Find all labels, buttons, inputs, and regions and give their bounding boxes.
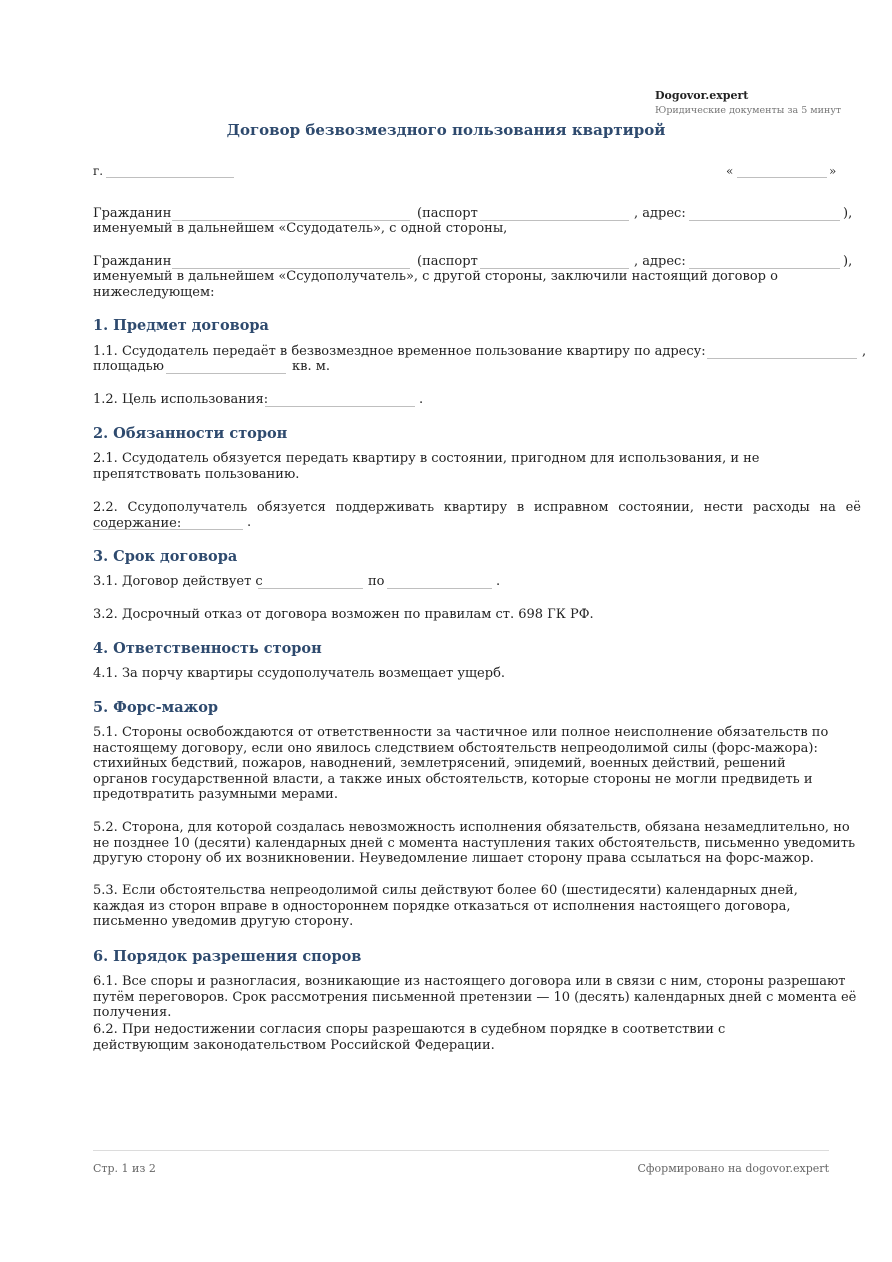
clause-5-3: 5.3. Если обстоятельства непреодолимой силы действуют более 60 (шестидесяти) календарных дней, каждая из сторон вправе в одностороннем порядке отказаться от исполнения настоящего договора, письменно уведомив другую сторону. bbox=[93, 883, 798, 929]
clause-1-1-comma: , bbox=[862, 344, 867, 359]
section-3-heading: 3. Срок договора bbox=[93, 548, 238, 565]
clause-5-2: 5.2. Сторона, для которой создалась невозможность исполнения обязательств, обязана незамедлительно, но не позднее 10 (десяти) календарных дней с момента наступления таких обстоятельств, письменно уведомить другую сторону об их возникновении. Неуведомление лишает сторону права ссылаться на форс-мажор. bbox=[93, 820, 856, 866]
clause-3-1-to: по bbox=[368, 574, 385, 589]
party2-prefix: Гражданин bbox=[93, 254, 172, 269]
party2-end: ), bbox=[843, 254, 853, 269]
party1-address-label: , адрес: bbox=[634, 206, 686, 221]
footer-divider bbox=[93, 1150, 829, 1151]
document-title: Договор безвозмездного пользования квартирой bbox=[226, 121, 666, 139]
clause-1-2: 1.2. Цель использования: bbox=[93, 392, 269, 407]
city-prefix: г. bbox=[93, 164, 104, 178]
clause-6-1: 6.1. Все споры и разногласия, возникающие из настоящего договора или в связи с ним, стороны разрешают путём переговоров. Срок рассмотрения письменной претензии — 10 (десять) календарных дней с момента её получения. bbox=[93, 974, 857, 1020]
clause-1-2-end: . bbox=[419, 392, 424, 407]
party2-address-label: , адрес: bbox=[634, 254, 686, 269]
party1-passport-label: (паспорт bbox=[417, 206, 478, 221]
section-1-heading: 1. Предмет договора bbox=[93, 317, 269, 334]
clause-1-2-blank bbox=[265, 406, 415, 407]
clause-5-1: 5.1. Стороны освобождаются от ответственности за частичное или полное неисполнение обязательств по настоящему договору, если оно явилось следствием обстоятельств непреодолимой силы (форс-мажора): стихийных бедствий, пожаров, наводнений, землетрясений, эпидемий, военных действий, решений органов государственной власти, а также иных обстоятельств, которые стороны не могли предвидеть и предотвратить разумными мерами. bbox=[93, 725, 829, 802]
clause-3-1-end: . bbox=[496, 574, 501, 589]
date-blank bbox=[737, 177, 827, 178]
clause-1-1-unit: кв. м. bbox=[292, 359, 330, 374]
clause-1-1-area-label: площадью bbox=[93, 359, 164, 374]
generated-note: Сформировано на dogovor.expert bbox=[637, 1162, 829, 1175]
clause-3-1: 3.1. Договор действует с bbox=[93, 574, 263, 589]
clause-2-2-end: . bbox=[247, 515, 252, 530]
party1-end: ), bbox=[843, 206, 853, 221]
party2-role: именуемый в дальнейшем «Ссудополучатель», с другой стороны, заключили настоящий договор о bbox=[93, 269, 778, 284]
date-close-quote: » bbox=[829, 164, 837, 178]
clause-3-1-end-blank bbox=[387, 588, 492, 589]
brand-name: Dogovor.expert bbox=[655, 89, 749, 102]
clause-2-1: 2.1. Ссудодатель обязуется передать квартиру в состоянии, пригодном для использования, и не препятствовать пользованию. bbox=[93, 451, 760, 482]
city-blank bbox=[106, 177, 234, 178]
date-open-quote: « bbox=[726, 164, 734, 178]
party1-prefix: Гражданин bbox=[93, 206, 172, 221]
party2-passport-label: (паспорт bbox=[417, 254, 478, 269]
clause-2-2-blank bbox=[93, 529, 243, 530]
page-number: Стр. 1 из 2 bbox=[93, 1162, 156, 1175]
brand-tagline: Юридические документы за 5 минут bbox=[655, 105, 842, 116]
clause-6-2: 6.2. При недостижении согласия споры разрешаются в судебном порядке в соответствии с действующим законодательством Российской Федерации. bbox=[93, 1022, 726, 1053]
section-5-heading: 5. Форс-мажор bbox=[93, 699, 219, 716]
clause-3-1-start-blank bbox=[258, 588, 363, 589]
section-2-heading: 2. Обязанности сторон bbox=[93, 425, 288, 442]
clause-1-1: 1.1. Ссудодатель передаёт в безвозмездное временное пользование квартиру по адресу: bbox=[93, 344, 706, 359]
clause-3-2: 3.2. Досрочный отказ от договора возможен по правилам ст. 698 ГК РФ. bbox=[93, 607, 594, 622]
section-6-heading: 6. Порядок разрешения споров bbox=[93, 948, 362, 965]
party1-address-blank bbox=[689, 220, 840, 221]
clause-1-1-address-blank bbox=[707, 358, 857, 359]
party2-role-cont: нижеследующем: bbox=[93, 285, 215, 300]
clause-2-2: 2.2. Ссудополучатель обязуется поддерживать квартиру в исправном состоянии, нести расходы на её содержание: bbox=[93, 500, 861, 531]
section-4-heading: 4. Ответственность сторон bbox=[93, 640, 322, 657]
party1-role: именуемый в дальнейшем «Ссудодатель», с одной стороны, bbox=[93, 221, 508, 236]
clause-4-1: 4.1. За порчу квартиры ссудополучатель возмещает ущерб. bbox=[93, 666, 506, 681]
clause-1-1-area-blank bbox=[166, 373, 286, 374]
